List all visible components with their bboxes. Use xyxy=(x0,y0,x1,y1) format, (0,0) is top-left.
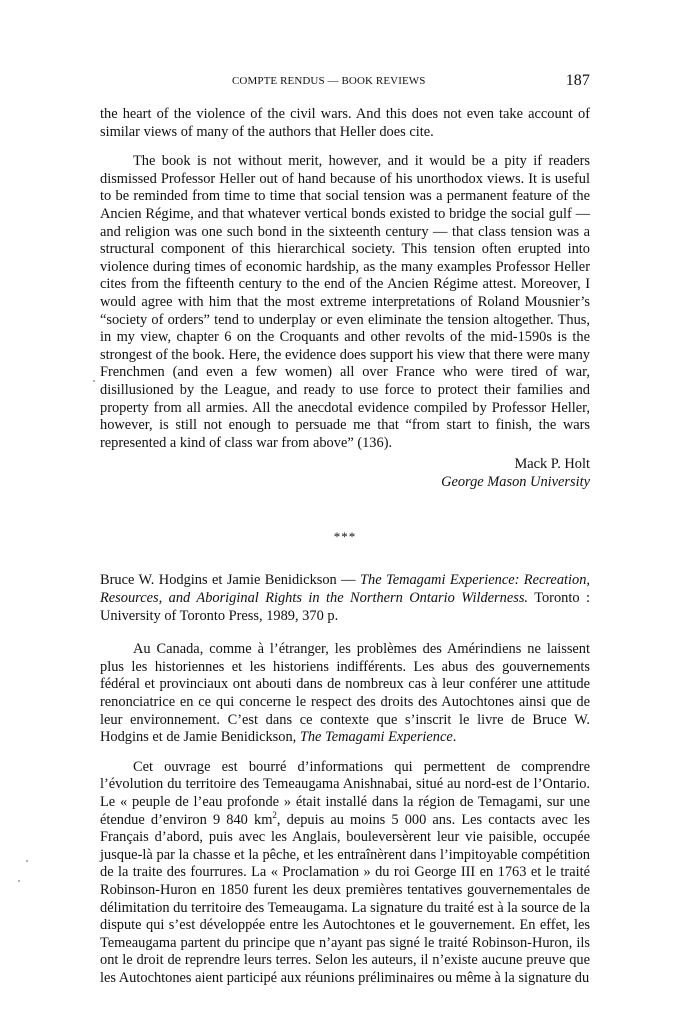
book-publication: Toronto : University of Toronto Press, 1989, 370 p. xyxy=(100,590,590,624)
section-separator: *** xyxy=(333,529,357,545)
review2-paragraph-1 xyxy=(100,641,590,747)
review2-paragraph-2-end: , depuis au moins 5 000 ans. Les contacts avec les Français d’abord, puis avec les Anglais, bouleversèrent leur vie paisible, occupée jusque-là par la chasse et la pêche, et les entraînèrent dans l’impitoyable compétition de la traite des fourrures. La « Proclamation » du roi George III en 1763 et le traité Robinson-Huron en 1850 furent les deux premières tentatives gouvernementales de délimitation du territoire des Temeaugama. La signature du traité est à la source de la dispute qui s’est développée entre les Autochtones et le gouvernement. En effet, les Temeaugama partent du principe que n’ayant pas signé le traité Robinson-Huron, ils ont le droit de reprendre leurs terres. Selon les auteurs, il n’existe aucune preuve que les Autochtones aient participé aux réunions préliminaires ou même à la signature du xyxy=(100,811,590,986)
reviewer-affiliation: George Mason University xyxy=(441,473,590,490)
review2-paragraph-2 xyxy=(100,759,590,988)
scan-speck xyxy=(26,860,28,862)
review2-paragraph-1-end: . xyxy=(452,729,457,746)
review2-paragraph-1-title: The Temagami Experience xyxy=(299,729,453,746)
reviewer-name: Mack P. Holt xyxy=(514,456,590,473)
running-title: COMPTE RENDUS — BOOK REVIEWS xyxy=(232,75,426,87)
running-head xyxy=(100,72,590,94)
page xyxy=(100,72,590,988)
review2-paragraph-1-text: Au Canada, comme à l’étranger, les problèmes des Amérindiens ne laissent plus les historiennes et les historiens indifférents. Les abus des gouvernements fédéral et provinciaux ont abouti dans de nombreux cas à leur conférer une attitude renonciatrice en ce qui concerne le respect des droits des Autochtones ainsi que de leur environnement. C’est dans ce contexte que s’inscrit le livre de Bruce W. Hodgins et de Jamie Benidickson, xyxy=(100,641,590,746)
review1-paragraph-1: the heart of the violence of the civil wars. And this does not even take account of similar views of many of the authors that Heller does cite. xyxy=(100,106,590,140)
reviewer-signature xyxy=(100,456,590,491)
review2-paragraph-2-text: Cet ouvrage est bourré d’informations qui permettent de comprendre l’évolution du territoire des Temeaugama Anishnabai, situé au nord-est de l’Ontario. Le « peuple de l’eau profonde » était installé dans la région de Temagami, sur une étendue d’environ 9 840 km xyxy=(100,758,590,828)
book-citation xyxy=(100,572,590,625)
book-authors: Bruce W. Hodgins et Jamie Benidickson — xyxy=(100,572,360,589)
book-title: The Temagami Experience: Recreation, Resources, and Aboriginal Rights in the Northern Ontario Wilderness. xyxy=(100,572,591,607)
superscript-2: 2 xyxy=(272,809,277,820)
review1-paragraph-2: The book is not without merit, however, and it would be a pity if readers dismissed Professor Heller out of hand because of his unorthodox views. It is useful to be reminded from time to time that social tension was a permanent feature of the Ancien Régime, and that whatever vertical bonds existed to bridge the social gulf — and religion was one such bond in the sixteenth century — that class tension was a structural component of this hierarchical society. This tension often erupted into violence during times of economic hardship, as the many examples Professor Heller cites from the fifteenth century to the end of the Ancien Régime attest. Moreover, I would agree with him that the most extreme interpretations of Roland Mousnier’s “society of orders” tend to underplay or even eliminate the tension altogether. Thus, in my view, chapter 6 on the Croquants and other revolts of the mid-1590s is the strongest of the book. Here, the evidence does support his view that there were many Frenchmen (and even a few women) all over France who were tired of war, disillusioned by the League, and ready to use force to protect their families and property from all armies. All the anecdotal evidence compiled by Professor Heller, however, is still not enough to persuade me that “from start to finish, the wars represented a kind of class war from above” (136). xyxy=(100,153,590,451)
page-number: 187 xyxy=(565,72,590,89)
scan-speck xyxy=(93,380,95,382)
scan-speck xyxy=(18,880,20,882)
